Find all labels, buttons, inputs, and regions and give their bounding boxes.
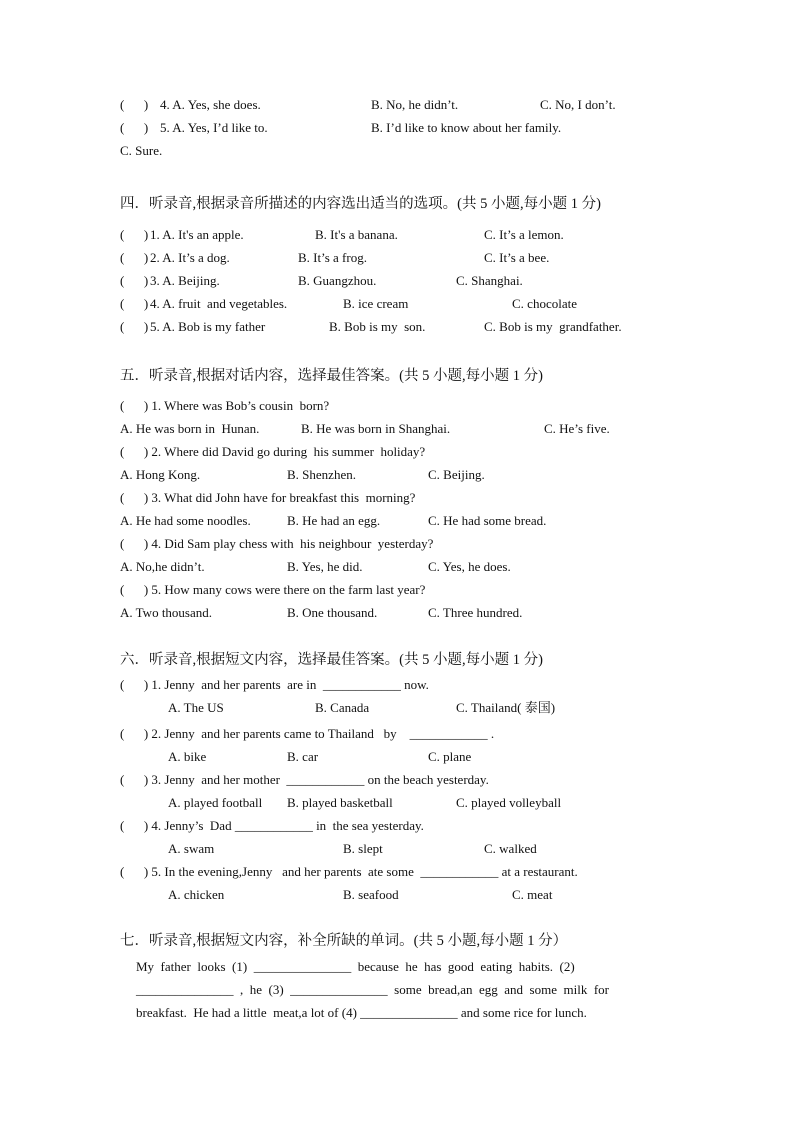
s4-q1-bracket[interactable]: ( ) (120, 227, 149, 242)
s5-q1-option-c: C. He’s five. (544, 421, 610, 436)
s5-q2-option-c: C. Beijing. (428, 467, 485, 482)
s5-q5-option-b: B. One thousand. (287, 605, 378, 620)
s6-q1-option-a: A. The US (168, 700, 224, 715)
s6-q5-option-a: A. chicken (168, 887, 225, 902)
s5-q3-option-c: C. He had some bread. (428, 513, 547, 528)
s5-q2-option-b: B. Shenzhen. (287, 467, 356, 482)
s4-q2-option-a: 2. A. It’s a dog. (150, 250, 230, 265)
s4-q3-option-c: C. Shanghai. (456, 273, 523, 288)
s7-passage-line3[interactable]: breakfast. He had a little meat,a lot of (4) _______________ and some rice for lunch. (136, 1005, 587, 1020)
s5-q4-question[interactable]: ( ) 4. Did Sam play chess with his neighbour yesterday? (120, 536, 434, 551)
s3-q5-option-a: 5. A. Yes, I’d like to. (160, 120, 268, 135)
s5-q3-question[interactable]: ( ) 3. What did John have for breakfast this morning? (120, 490, 416, 505)
s3-q4-option-b: B. No, he didn’t. (371, 97, 459, 112)
s5-q1-option-a: A. He was born in Hunan. (120, 421, 260, 436)
s6-q4-option-c: C. walked (484, 841, 537, 856)
s4-q3-bracket[interactable]: ( ) (120, 273, 149, 288)
s6-q1-question[interactable]: ( ) 1. Jenny and her parents are in ____________ now. (120, 677, 429, 692)
s3-q4-option-a: 4. A. Yes, she does. (160, 97, 261, 112)
s4-q5-option-a: 5. A. Bob is my father (150, 319, 266, 334)
s3-q4-bracket[interactable]: ( ) (120, 97, 149, 112)
s4-q5-option-b: B. Bob is my son. (329, 319, 426, 334)
s4-q4-bracket[interactable]: ( ) (120, 296, 149, 311)
s6-q2-option-c: C. plane (428, 749, 472, 764)
s5-q3-option-a: A. He had some noodles. (120, 513, 251, 528)
s5-q4-option-b: B. Yes, he did. (287, 559, 363, 574)
s4-q1-option-c: C. It’s a lemon. (484, 227, 564, 242)
s5-q1-option-b: B. He was born in Shanghai. (301, 421, 451, 436)
section5-title: 五．听录音,根据对话内容，选择最佳答案。(共 5 小题,每小题 1 分) (120, 368, 543, 384)
s7-passage-line2[interactable]: _______________ , he (3) _______________ some bread,an egg and some milk for (136, 982, 609, 997)
s3-q5-option-c: C. Sure. (120, 143, 163, 158)
s4-q3-option-a: 3. A. Beijing. (150, 273, 220, 288)
s4-q1-option-a: 1. A. It's an apple. (150, 227, 244, 242)
s4-q3-option-b: B. Guangzhou. (298, 273, 377, 288)
s3-q4-option-c: C. No, I don’t. (540, 97, 616, 112)
s6-q4-option-b: B. slept (343, 841, 383, 856)
s6-q2-question[interactable]: ( ) 2. Jenny and her parents came to Thailand by ____________ . (120, 726, 495, 741)
s5-q4-option-a: A. No,he didn’t. (120, 559, 205, 574)
s4-q2-option-b: B. It’s a frog. (298, 250, 367, 265)
s4-q2-bracket[interactable]: ( ) (120, 250, 149, 265)
s6-q4-question[interactable]: ( ) 4. Jenny’s Dad ____________ in the sea yesterday. (120, 818, 424, 833)
s5-q5-option-a: A. Two thousand. (120, 605, 213, 620)
s4-q5-bracket[interactable]: ( ) (120, 319, 149, 334)
s4-q1-option-b: B. It's a banana. (315, 227, 398, 242)
s6-q3-question[interactable]: ( ) 3. Jenny and her mother ____________ on the beach yesterday. (120, 772, 489, 787)
s4-q4-option-a: 4. A. fruit and vegetables. (150, 296, 288, 311)
s6-q3-option-a: A. played football (168, 795, 263, 810)
s6-q2-option-a: A. bike (168, 749, 207, 764)
s4-q2-option-c: C. It’s a bee. (484, 250, 550, 265)
s5-q5-question[interactable]: ( ) 5. How many cows were there on the farm last year? (120, 582, 426, 597)
s6-q5-option-b: B. seafood (343, 887, 399, 902)
s4-q5-option-c: C. Bob is my grandfather. (484, 319, 622, 334)
s5-q5-option-c: C. Three hundred. (428, 605, 523, 620)
s4-q4-option-c: C. chocolate (512, 296, 577, 311)
s5-q2-question[interactable]: ( ) 2. Where did David go during his summer holiday? (120, 444, 426, 459)
s6-q1-option-b: B. Canada (315, 700, 370, 715)
s3-q5-bracket[interactable]: ( ) (120, 120, 149, 135)
s6-q1-option-c: C. Thailand( 泰国) (456, 700, 556, 715)
s5-q1-question[interactable]: ( ) 1. Where was Bob’s cousin born? (120, 398, 330, 413)
section7-title: 七．听录音,根据短文内容，补全所缺的单词。(共 5 小题,每小题 1 分） (120, 933, 568, 949)
s6-q3-option-c: C. played volleyball (456, 795, 562, 810)
s6-q3-option-b: B. played basketball (287, 795, 393, 810)
s6-q5-option-c: C. meat (512, 887, 553, 902)
s6-q2-option-b: B. car (287, 749, 319, 764)
s6-q5-question[interactable]: ( ) 5. In the evening,Jenny and her parents ate some ____________ at a restaurant. (120, 864, 578, 879)
section6-title: 六．听录音,根据短文内容，选择最佳答案。(共 5 小题,每小题 1 分) (120, 652, 543, 668)
s4-q4-option-b: B. ice cream (343, 296, 409, 311)
s5-q4-option-c: C. Yes, he does. (428, 559, 511, 574)
s5-q2-option-a: A. Hong Kong. (120, 467, 201, 482)
section4-title: 四．听录音,根据录音所描述的内容选出适当的选项。(共 5 小题,每小题 1 分) (120, 196, 601, 212)
s6-q4-option-a: A. swam (168, 841, 215, 856)
s3-q5-option-b: B. I’d like to know about her family. (371, 120, 562, 135)
s5-q3-option-b: B. He had an egg. (287, 513, 381, 528)
s7-passage-line1[interactable]: My father looks (1) _______________ because he has good eating habits. (2) (136, 959, 575, 974)
